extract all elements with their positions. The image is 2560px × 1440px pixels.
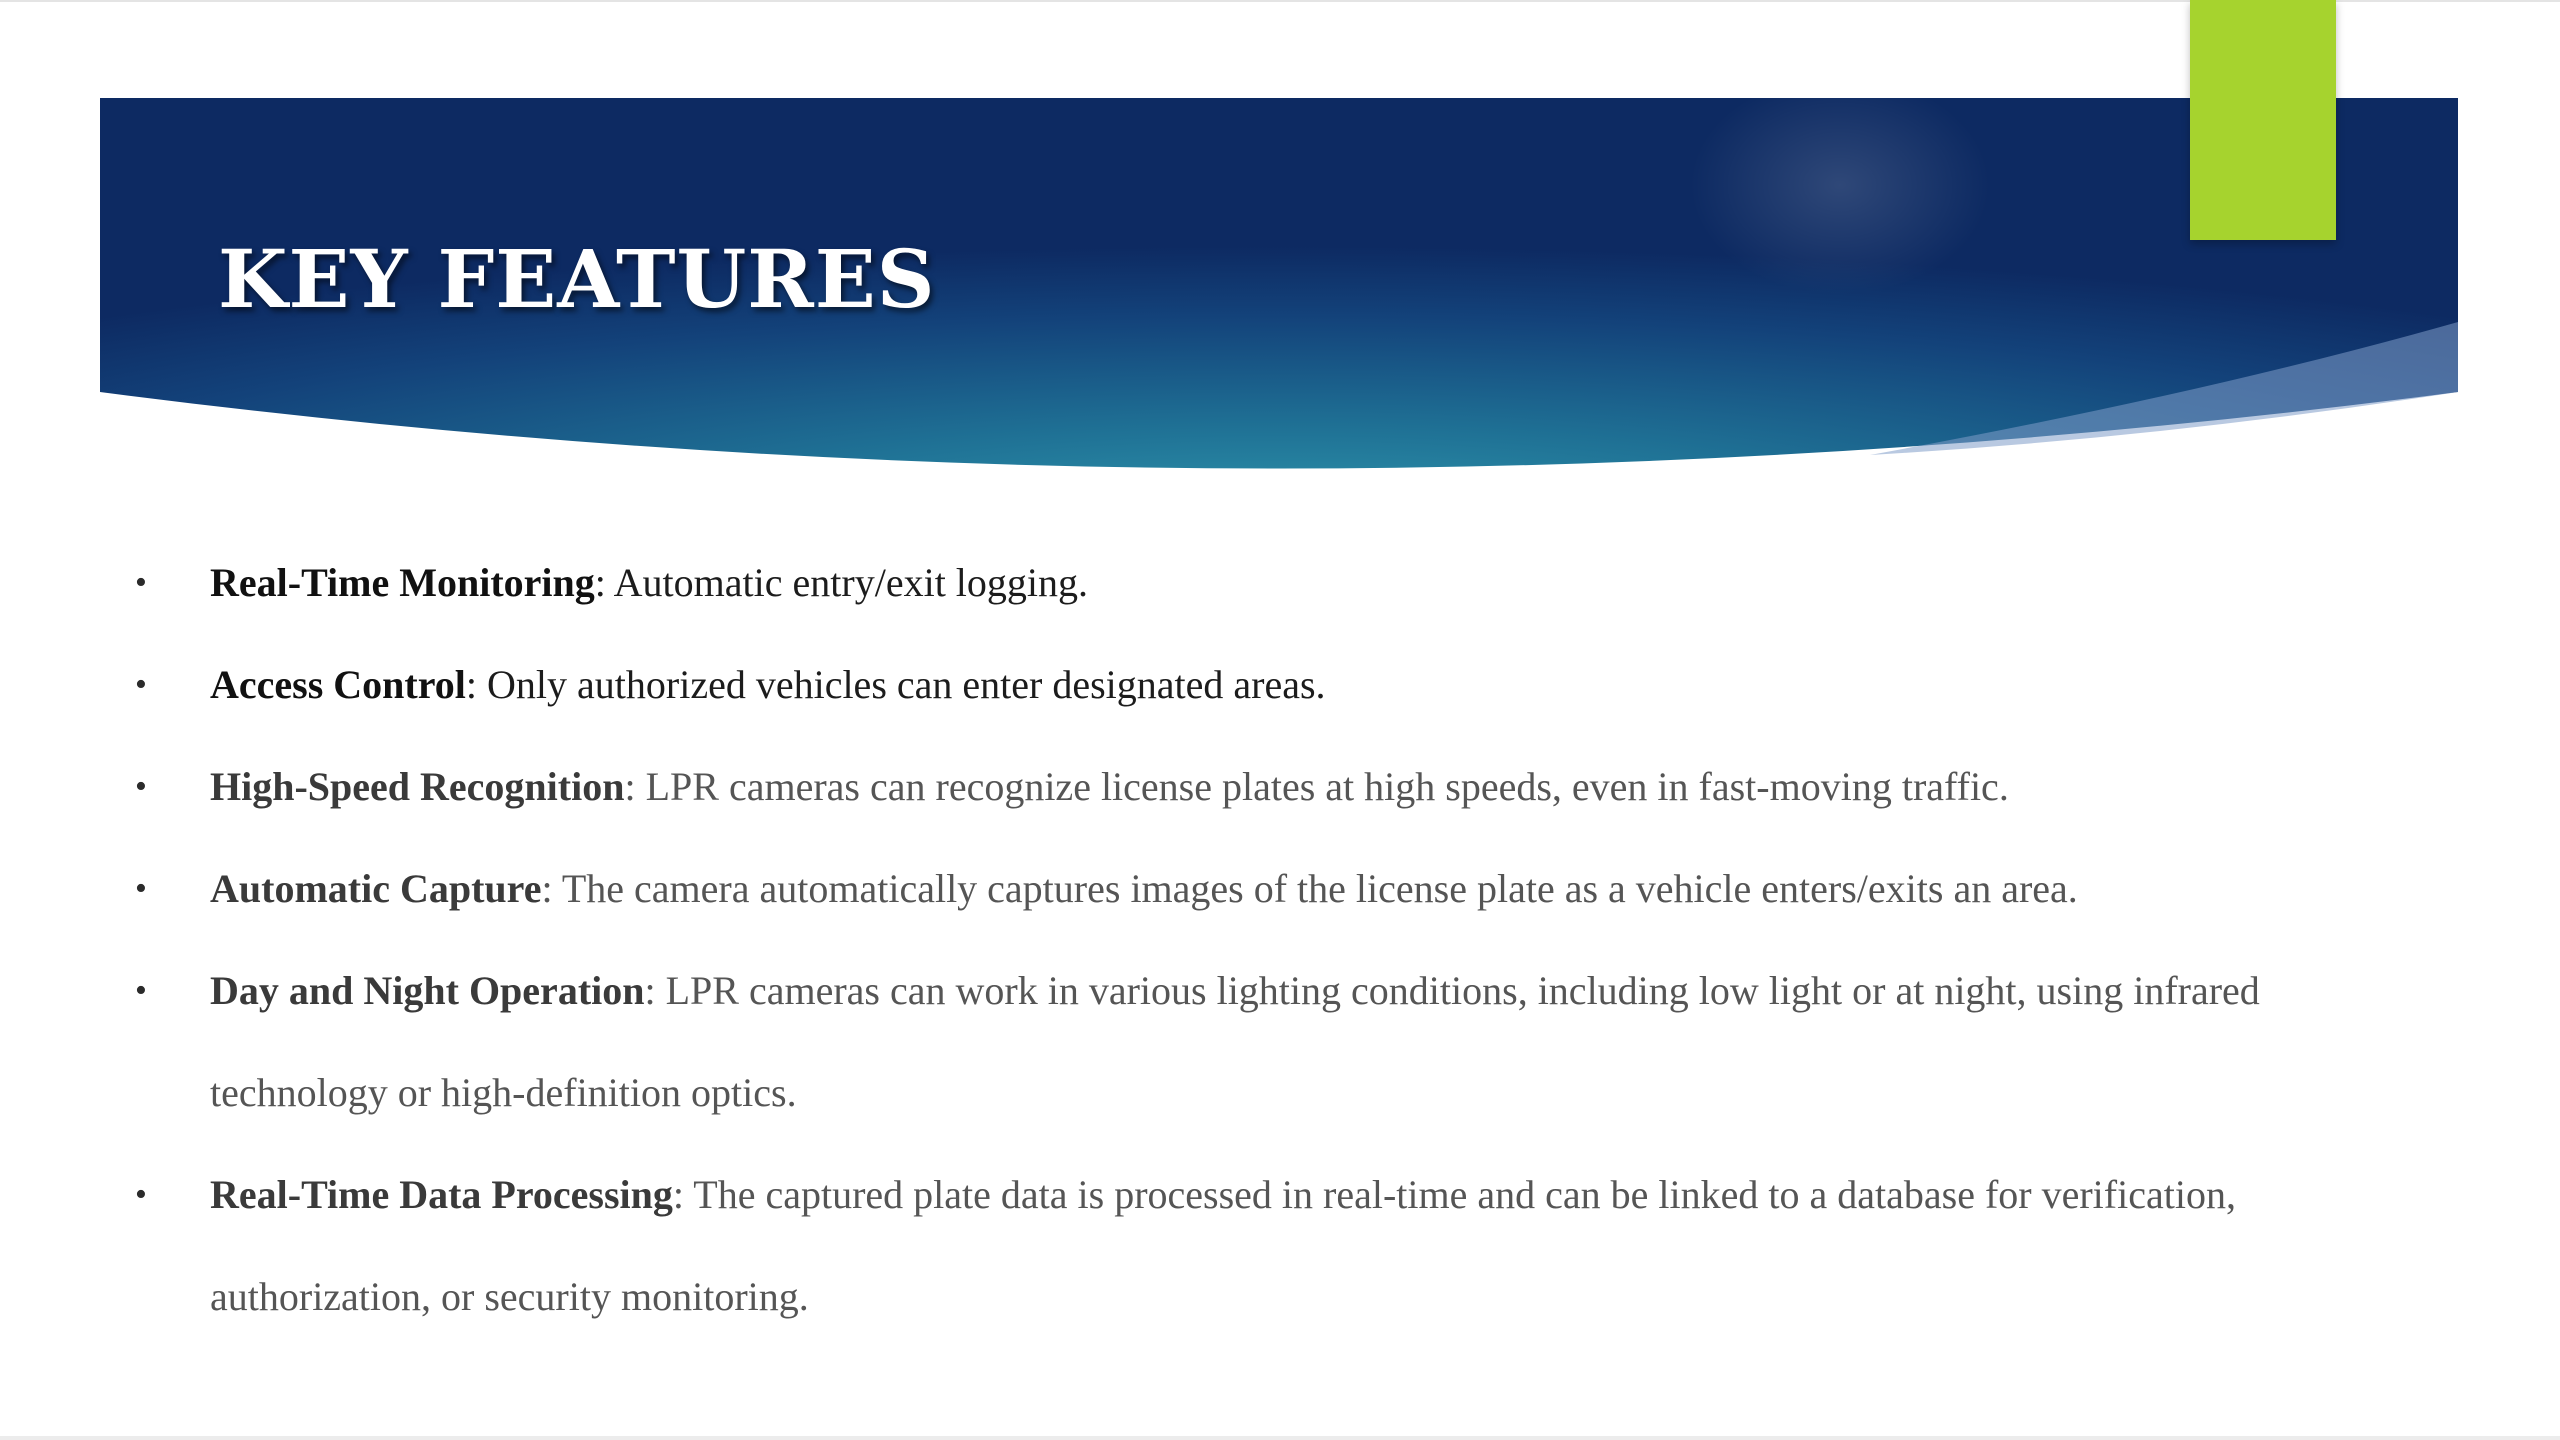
bullet-heading: Real-Time Monitoring: [210, 560, 595, 605]
bullet-heading: High-Speed Recognition: [210, 764, 625, 809]
bullet-text: LPR cameras can work in various lighting conditions, including low light or at night, using infrared technology or high-definition optics.: [210, 968, 2260, 1115]
bullet-text: The captured plate data is processed in real-time and can be linked to a database for verification, authorization, or security monitoring.: [210, 1172, 2236, 1319]
bottom-divider: [0, 1436, 2560, 1440]
bullet-glyph: •: [135, 768, 147, 805]
bullet-text: Only authorized vehicles can enter designated areas.: [487, 662, 1326, 707]
bullet-heading: Access Control: [210, 662, 466, 707]
bullet-heading: Day and Night Operation: [210, 968, 645, 1013]
bullet-glyph: •: [135, 870, 147, 907]
bullet-separator: :: [644, 968, 666, 1013]
bullet-glyph: •: [135, 1176, 147, 1213]
bullet-text: Automatic entry/exit logging.: [613, 560, 1089, 605]
bullet-separator: :: [672, 1172, 694, 1217]
bullet-item: [135, 1144, 2410, 1348]
bullet-item: [135, 838, 2410, 940]
bullet-item: [135, 634, 2410, 736]
banner-glow: [1690, 75, 1990, 295]
accent-rectangle: [2190, 0, 2336, 240]
bullet-text: LPR cameras can recognize license plates at high speeds, even in fast-moving traffic.: [645, 764, 2009, 809]
bullet-glyph: •: [135, 972, 147, 1009]
bullet-heading: Real-Time Data Processing: [210, 1172, 673, 1217]
bullet-item: [135, 532, 2410, 634]
bullet-item: [135, 736, 2410, 838]
bullet-item: [135, 940, 2410, 1144]
bullet-glyph: •: [135, 564, 147, 601]
bullet-separator: :: [465, 662, 488, 707]
slide-title: KEY FEATURES: [218, 232, 936, 326]
bullet-glyph: •: [135, 666, 147, 703]
bullet-separator: :: [624, 764, 646, 809]
bullet-separator: :: [594, 560, 614, 605]
bullet-heading: Automatic Capture: [210, 866, 542, 911]
bullet-separator: :: [541, 866, 562, 911]
bullet-text: The camera automatically captures images of the license plate as a vehicle enters/exits an area.: [561, 866, 2078, 911]
